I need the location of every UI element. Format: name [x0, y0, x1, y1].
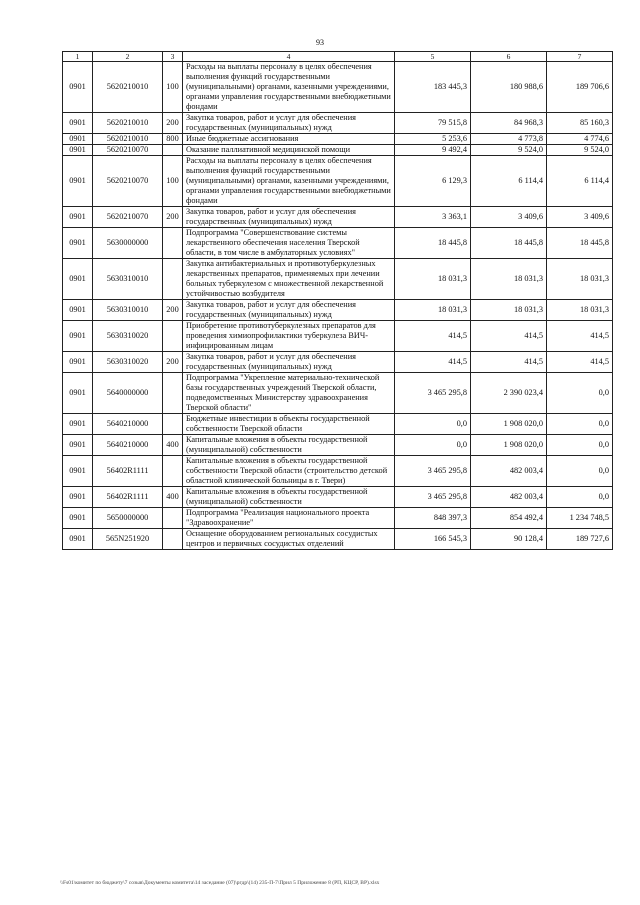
expense-type-code-cell: 100 [163, 156, 183, 207]
description-cell: Подпрограмма "Укрепление материально-технической базы государственных учреждений Тверской области, подведомственных Министерству здравоохранения Тверской области" [183, 373, 395, 414]
description-cell: Закупка антибактериальных и противотуберкулезных лекарственных препаратов, применяемых при лечении больных туберкулезом с множественной лекарственной устойчивостью возбудителя [183, 259, 395, 300]
amount-col-7-cell: 414,5 [547, 321, 613, 352]
description-cell: Бюджетные инвестиции в объекты государственной собственности Тверской области [183, 414, 395, 435]
target-code-cell: 5640000000 [93, 373, 163, 414]
section-code-cell: 0901 [63, 228, 93, 259]
expense-type-code-cell: 400 [163, 435, 183, 456]
amount-col-7-cell: 4 774,6 [547, 134, 613, 145]
amount-col-7-cell: 0,0 [547, 414, 613, 435]
expense-type-code-cell: 200 [163, 300, 183, 321]
budget-table [62, 51, 613, 550]
description-cell: Капитальные вложения в объекты государственной (муниципальной) собственности [183, 487, 395, 508]
amount-col-7-cell: 189 727,6 [547, 529, 613, 550]
description-cell: Приобретение противотуберкулезных препаратов для проведения химиопрофилактики туберкулеза ВИЧ-инфицированным лицам [183, 321, 395, 352]
table-row [63, 487, 613, 508]
table-row [63, 62, 613, 113]
section-code-cell: 0901 [63, 487, 93, 508]
target-code-cell: 56402R1111 [93, 456, 163, 487]
expense-type-code-cell: 200 [163, 207, 183, 228]
amount-col-5-cell: 18 031,3 [395, 259, 471, 300]
amount-col-6-cell: 482 003,4 [471, 487, 547, 508]
header-col-2: 2 [93, 52, 163, 62]
section-code-cell: 0901 [63, 156, 93, 207]
section-code-cell: 0901 [63, 145, 93, 156]
target-code-cell: 565N251920 [93, 529, 163, 550]
expense-type-code-cell [163, 414, 183, 435]
amount-col-6-cell: 9 524,0 [471, 145, 547, 156]
expense-type-code-cell [163, 321, 183, 352]
target-code-cell: 5650000000 [93, 508, 163, 529]
section-code-cell: 0901 [63, 508, 93, 529]
description-cell: Иные бюджетные ассигнования [183, 134, 395, 145]
header-col-7: 7 [547, 52, 613, 62]
target-code-cell: 5630310010 [93, 259, 163, 300]
table-row [63, 352, 613, 373]
section-code-cell: 0901 [63, 259, 93, 300]
description-cell: Капитальные вложения в объекты государственной (муниципальной) собственности [183, 435, 395, 456]
target-code-cell: 5620210070 [93, 207, 163, 228]
table-row [63, 508, 613, 529]
amount-col-5-cell: 79 515,8 [395, 113, 471, 134]
target-code-cell: 5620210070 [93, 156, 163, 207]
amount-col-6-cell: 3 409,6 [471, 207, 547, 228]
amount-col-5-cell: 3 465 295,8 [395, 487, 471, 508]
expense-type-code-cell: 800 [163, 134, 183, 145]
section-code-cell: 0901 [63, 435, 93, 456]
amount-col-6-cell: 180 988,6 [471, 62, 547, 113]
target-code-cell: 5640210000 [93, 414, 163, 435]
expense-type-code-cell [163, 508, 183, 529]
header-col-3: 3 [163, 52, 183, 62]
amount-col-6-cell: 18 031,3 [471, 259, 547, 300]
table-row [63, 207, 613, 228]
budget-table-body [63, 62, 613, 550]
amount-col-7-cell: 3 409,6 [547, 207, 613, 228]
table-row [63, 456, 613, 487]
amount-col-6-cell: 1 908 020,0 [471, 435, 547, 456]
expense-type-code-cell: 400 [163, 487, 183, 508]
amount-col-7-cell: 9 524,0 [547, 145, 613, 156]
amount-col-5-cell: 0,0 [395, 435, 471, 456]
section-code-cell: 0901 [63, 62, 93, 113]
table-row [63, 300, 613, 321]
table-row [63, 259, 613, 300]
section-code-cell: 0901 [63, 352, 93, 373]
expense-type-code-cell [163, 228, 183, 259]
amount-col-7-cell: 414,5 [547, 352, 613, 373]
amount-col-5-cell: 183 445,3 [395, 62, 471, 113]
amount-col-7-cell: 18 445,8 [547, 228, 613, 259]
section-code-cell: 0901 [63, 300, 93, 321]
table-row [63, 414, 613, 435]
page-number: 93 [316, 38, 324, 47]
expense-type-code-cell [163, 259, 183, 300]
table-row [63, 156, 613, 207]
table-row [63, 145, 613, 156]
description-cell: Подпрограмма "Реализация национального проекта "Здравоохранение" [183, 508, 395, 529]
header-col-5: 5 [395, 52, 471, 62]
expense-type-code-cell: 200 [163, 352, 183, 373]
table-row [63, 321, 613, 352]
amount-col-6-cell: 18 031,3 [471, 300, 547, 321]
amount-col-6-cell: 2 390 023,4 [471, 373, 547, 414]
amount-col-6-cell: 90 128,4 [471, 529, 547, 550]
table-row [63, 113, 613, 134]
expense-type-code-cell [163, 456, 183, 487]
target-code-cell: 5630000000 [93, 228, 163, 259]
amount-col-5-cell: 18 445,8 [395, 228, 471, 259]
amount-col-7-cell: 0,0 [547, 456, 613, 487]
amount-col-5-cell: 414,5 [395, 352, 471, 373]
expense-type-code-cell [163, 373, 183, 414]
description-cell: Оснащение оборудованием региональных сосудистых центров и первичных сосудистых отделений [183, 529, 395, 550]
amount-col-5-cell: 848 397,3 [395, 508, 471, 529]
target-code-cell: 5630310020 [93, 321, 163, 352]
amount-col-5-cell: 5 253,6 [395, 134, 471, 145]
amount-col-5-cell: 18 031,3 [395, 300, 471, 321]
description-cell: Закупка товаров, работ и услуг для обеспечения государственных (муниципальных) нужд [183, 300, 395, 321]
section-code-cell: 0901 [63, 414, 93, 435]
amount-col-6-cell: 18 445,8 [471, 228, 547, 259]
amount-col-5-cell: 3 363,1 [395, 207, 471, 228]
amount-col-7-cell: 1 234 748,5 [547, 508, 613, 529]
table-row [63, 529, 613, 550]
amount-col-7-cell: 85 160,3 [547, 113, 613, 134]
section-code-cell: 0901 [63, 529, 93, 550]
amount-col-7-cell: 6 114,4 [547, 156, 613, 207]
section-code-cell: 0901 [63, 456, 93, 487]
expense-type-code-cell [163, 529, 183, 550]
expense-type-code-cell: 100 [163, 62, 183, 113]
target-code-cell: 5620210010 [93, 113, 163, 134]
amount-col-7-cell: 18 031,3 [547, 300, 613, 321]
target-code-cell: 5620210010 [93, 134, 163, 145]
header-col-6: 6 [471, 52, 547, 62]
section-code-cell: 0901 [63, 373, 93, 414]
amount-col-5-cell: 9 492,4 [395, 145, 471, 156]
expense-type-code-cell [163, 145, 183, 156]
amount-col-6-cell: 854 492,4 [471, 508, 547, 529]
amount-col-5-cell: 3 465 295,8 [395, 373, 471, 414]
amount-col-5-cell: 3 465 295,8 [395, 456, 471, 487]
amount-col-6-cell: 1 908 020,0 [471, 414, 547, 435]
description-cell: Закупка товаров, работ и услуг для обеспечения государственных (муниципальных) нужд [183, 113, 395, 134]
expense-type-code-cell: 200 [163, 113, 183, 134]
amount-col-7-cell: 0,0 [547, 435, 613, 456]
section-code-cell: 0901 [63, 134, 93, 145]
amount-col-7-cell: 0,0 [547, 487, 613, 508]
amount-col-6-cell: 414,5 [471, 352, 547, 373]
target-code-cell: 5620210010 [93, 62, 163, 113]
table-header-row [63, 52, 613, 62]
target-code-cell: 5620210070 [93, 145, 163, 156]
amount-col-5-cell: 0,0 [395, 414, 471, 435]
table-row [63, 228, 613, 259]
amount-col-5-cell: 166 545,3 [395, 529, 471, 550]
amount-col-6-cell: 84 968,3 [471, 113, 547, 134]
amount-col-6-cell: 482 003,4 [471, 456, 547, 487]
description-cell: Закупка товаров, работ и услуг для обеспечения государственных (муниципальных) нужд [183, 352, 395, 373]
footer-file-path: \\Fs01\комитет по бюджету\7 созыв\Документы комитета\14 заседание (07)\ргдр\(14) 235-П-7\Прил 5 Приложение 8 (РП, КЦСР, ВР).xlsx [60, 880, 380, 886]
section-code-cell: 0901 [63, 113, 93, 134]
target-code-cell: 56402R1111 [93, 487, 163, 508]
amount-col-5-cell: 414,5 [395, 321, 471, 352]
description-cell: Подпрограмма "Совершенствование системы лекарственного обеспечения населения Тверской области, в том числе в амбулаторных условиях" [183, 228, 395, 259]
target-code-cell: 5630310020 [93, 352, 163, 373]
description-cell: Закупка товаров, работ и услуг для обеспечения государственных (муниципальных) нужд [183, 207, 395, 228]
section-code-cell: 0901 [63, 207, 93, 228]
header-col-1: 1 [63, 52, 93, 62]
description-cell: Расходы на выплаты персоналу в целях обеспечения выполнения функций государственными (муниципальными) органами, казенными учреждениями, органами управления государственными внебюджетными фондами [183, 156, 395, 207]
amount-col-7-cell: 0,0 [547, 373, 613, 414]
target-code-cell: 5640210000 [93, 435, 163, 456]
section-code-cell: 0901 [63, 321, 93, 352]
amount-col-7-cell: 189 706,6 [547, 62, 613, 113]
table-row [63, 435, 613, 456]
header-col-4: 4 [183, 52, 395, 62]
amount-col-5-cell: 6 129,3 [395, 156, 471, 207]
description-cell: Капитальные вложения в объекты государственной собственности Тверской области (строительство детской областной клинической больницы в г. Твери) [183, 456, 395, 487]
amount-col-6-cell: 6 114,4 [471, 156, 547, 207]
table-row [63, 134, 613, 145]
description-cell: Оказание паллиативной медицинской помощи [183, 145, 395, 156]
table-row [63, 373, 613, 414]
amount-col-7-cell: 18 031,3 [547, 259, 613, 300]
amount-col-6-cell: 4 773,8 [471, 134, 547, 145]
target-code-cell: 5630310010 [93, 300, 163, 321]
description-cell: Расходы на выплаты персоналу в целях обеспечения выполнения функций государственными (муниципальными) органами, казенными учреждениями, органами управления государственными внебюджетными фондами [183, 62, 395, 113]
amount-col-6-cell: 414,5 [471, 321, 547, 352]
